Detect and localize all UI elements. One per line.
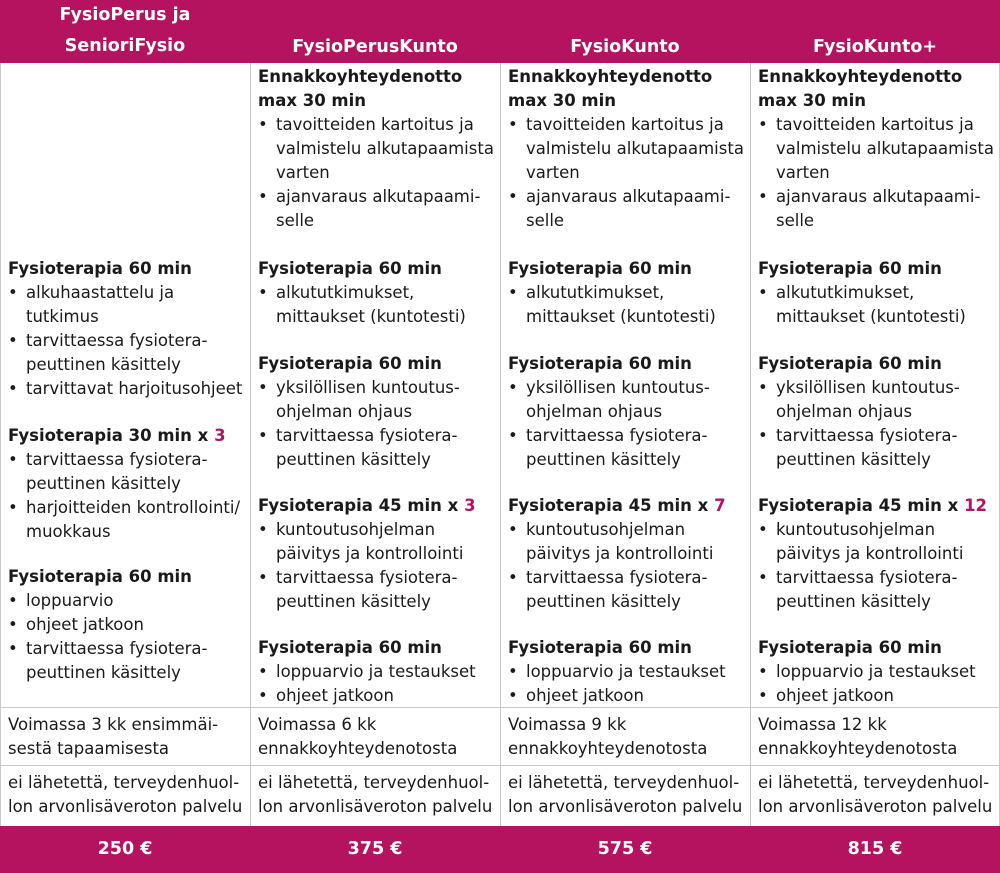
list-item: • ohjeet jatkoon (758, 686, 894, 705)
list-item: • ohjeet jatkoon (8, 615, 144, 634)
list-item: • tarvittaessa fysiotera- peuttinen käsittely (758, 426, 958, 469)
list-item: • tavoitteiden kartoitus ja valmistelu alkutapaamista varten (258, 115, 494, 182)
list-item: • tarvittaessa fysiotera- peuttinen käsittely (258, 568, 458, 611)
session-count: 3 (464, 496, 476, 515)
list-item: • harjoitteiden kontrollointi/ muokkaus (8, 498, 241, 541)
session-block: Fysioterapia 60 min • alkututkimukset, mittaukset (kuntotesti) (258, 257, 501, 329)
list-item: • tarvittaessa fysiotera- peuttinen käsittely (8, 450, 208, 493)
list-item: • tarvittaessa fysiotera- peuttinen käsittely (508, 568, 708, 611)
list-item: • kuntoutusohjelman päivitys ja kontrollointi (258, 520, 464, 563)
session-block: Fysioterapia 60 min • loppuarvio ja testaukset • ohjeet jatkoon (258, 636, 501, 708)
list-item: • tavoitteiden kartoitus ja valmistelu alkutapaamista varten (508, 115, 744, 182)
session-block: Fysioterapia 45 min x 3 • kuntoutusohjelman päivitys ja kontrollointi • tarvittaessa fysiotera- peuttinen käsittely (258, 494, 501, 614)
price-fysioperus: 250 € (97, 839, 153, 859)
session-block (8, 565, 251, 685)
list-item: • loppuarvio ja testaukset (258, 662, 476, 681)
list-item: • tarvittaessa fysiotera- peuttinen käsittely (508, 426, 708, 469)
list-item: • alkututkimukset, mittaukset (kuntotesti) (758, 283, 966, 326)
session-block: Fysioterapia 60 min • loppuarvio ja testaukset • ohjeet jatkoon (758, 636, 1000, 708)
session-block: Fysioterapia 60 min • yksilöllisen kuntoutus- ohjelman ohjaus • tarvittaessa fysiotera- peuttinen käsittely (258, 352, 501, 472)
list-item: • loppuarvio (8, 591, 114, 610)
list-item: • yksilöllisen kuntoutus- ohjelman ohjaus (758, 378, 960, 421)
intake-block: Ennakkoyhteydenotto max 30 min • tavoitteiden kartoitus ja valmistelu alkutapaamista varten • ajanvaraus alkutapaami- selle (508, 65, 751, 233)
list-item: • yksilöllisen kuntoutus- ohjelman ohjaus (508, 378, 710, 421)
list-item: • ohjeet jatkoon (508, 686, 644, 705)
validity-text: Voimassa 12 kk ennakkoyhteydenotosta (758, 715, 958, 758)
session-title: Fysioterapia 60 min (8, 567, 192, 586)
list-item: • ajanvaraus alkutapaami- selle (758, 187, 981, 230)
list-item: • ajanvaraus alkutapaami- selle (508, 187, 731, 230)
price-row (0, 826, 1000, 873)
session-count: 12 (964, 496, 988, 515)
intake-block: Ennakkoyhteydenotto max 30 min • tavoitteiden kartoitus ja valmistelu alkutapaamista varten • ajanvaraus alkutapaami- selle (758, 65, 1000, 233)
grid-line (0, 63, 1, 826)
list-item: • tarvittaessa fysiotera- peuttinen käsittely (258, 426, 458, 469)
list-item: • tarvittavat harjoitusohjeet (8, 379, 243, 398)
session-block (8, 257, 251, 401)
price-fysiokunto-plus: 815 € (847, 839, 903, 859)
vat-note: ei lähetettä, terveydenhuol- lon arvonlisäveroton palvelu (258, 773, 493, 816)
list-item: • ohjeet jatkoon (258, 686, 394, 705)
session-block: Fysioterapia 60 min • yksilöllisen kuntoutus- ohjelman ohjaus • tarvittaessa fysiotera- peuttinen käsittely (508, 352, 751, 472)
list-item: • kuntoutusohjelman päivitys ja kontrollointi (758, 520, 964, 563)
vat-note: ei lähetettä, terveydenhuol- lon arvonlisäveroton palvelu (758, 773, 993, 816)
list-item: • alkututkimukset, mittaukset (kuntotesti) (258, 283, 466, 326)
price-fysiokunto: 575 € (597, 839, 653, 859)
session-count: 3 (214, 426, 226, 445)
list-item: • tarvittaessa fysiotera- peuttinen käsittely (8, 639, 208, 682)
list-item: • tarvittaessa fysiotera- peuttinen käsittely (758, 568, 958, 611)
vat-note: ei lähetettä, terveydenhuol- lon arvonlisäveroton palvelu (8, 773, 243, 816)
session-block: Fysioterapia 60 min • alkututkimukset, mittaukset (kuntotesti) (758, 257, 1000, 329)
list-item: • ajanvaraus alkutapaami- selle (258, 187, 481, 230)
vat-note: ei lähetettä, terveydenhuol- lon arvonlisäveroton palvelu (508, 773, 743, 816)
session-block (8, 424, 251, 544)
session-block: Fysioterapia 60 min • loppuarvio ja testaukset • ohjeet jatkoon (508, 636, 751, 708)
price-fysioperuskunto: 375 € (347, 839, 403, 859)
list-item: • yksilöllisen kuntoutus- ohjelman ohjaus (258, 378, 460, 421)
validity-text: Voimassa 6 kk ennakkoyhteydenotosta (258, 715, 458, 758)
validity-text: Voimassa 3 kk ensimmäi- sestä tapaamisesta (8, 715, 219, 758)
header-fysiokunto: FysioKunto (570, 37, 680, 57)
list-item: • alkututkimukset, mittaukset (kuntotesti) (508, 283, 716, 326)
session-title: Fysioterapia 60 min (8, 259, 192, 278)
validity-text: Voimassa 9 kk ennakkoyhteydenotosta (508, 715, 708, 758)
session-title: Fysioterapia 30 min x 3 (8, 426, 226, 445)
list-item: • tarvittaessa fysiotera- peuttinen käsittely (8, 331, 208, 374)
list-item: • tavoitteiden kartoitus ja valmistelu alkutapaamista varten (758, 115, 994, 182)
session-count: 7 (714, 496, 726, 515)
grid-line (0, 765, 1000, 766)
session-block: Fysioterapia 60 min • yksilöllisen kuntoutus- ohjelman ohjaus • tarvittaessa fysiotera- peuttinen käsittely (758, 352, 1000, 472)
session-block: Fysioterapia 60 min • alkututkimukset, mittaukset (kuntotesti) (508, 257, 751, 329)
list-item: • loppuarvio ja testaukset (508, 662, 726, 681)
header-fysioperus: FysioPerus ja SenioriFysio (59, 5, 191, 56)
header-fysiokunto-plus: FysioKunto+ (812, 37, 938, 57)
intake-block: Ennakkoyhteydenotto max 30 min • tavoitteiden kartoitus ja valmistelu alkutapaamista varten • ajanvaraus alkutapaami- selle (258, 65, 501, 233)
header-fysioperuskunto: FysioPerusKunto (292, 37, 458, 57)
session-block: Fysioterapia 45 min x 12 • kuntoutusohjelman päivitys ja kontrollointi • tarvittaessa fysiotera- peuttinen käsittely (758, 494, 1000, 614)
session-block: Fysioterapia 45 min x 7 • kuntoutusohjelman päivitys ja kontrollointi • tarvittaessa fysiotera- peuttinen käsittely (508, 494, 751, 614)
list-item: • loppuarvio ja testaukset (758, 662, 976, 681)
list-item: • alkuhaastattelu ja tutkimus (8, 283, 175, 326)
table-header (0, 0, 1000, 63)
list-item: • kuntoutusohjelman päivitys ja kontrollointi (508, 520, 714, 563)
